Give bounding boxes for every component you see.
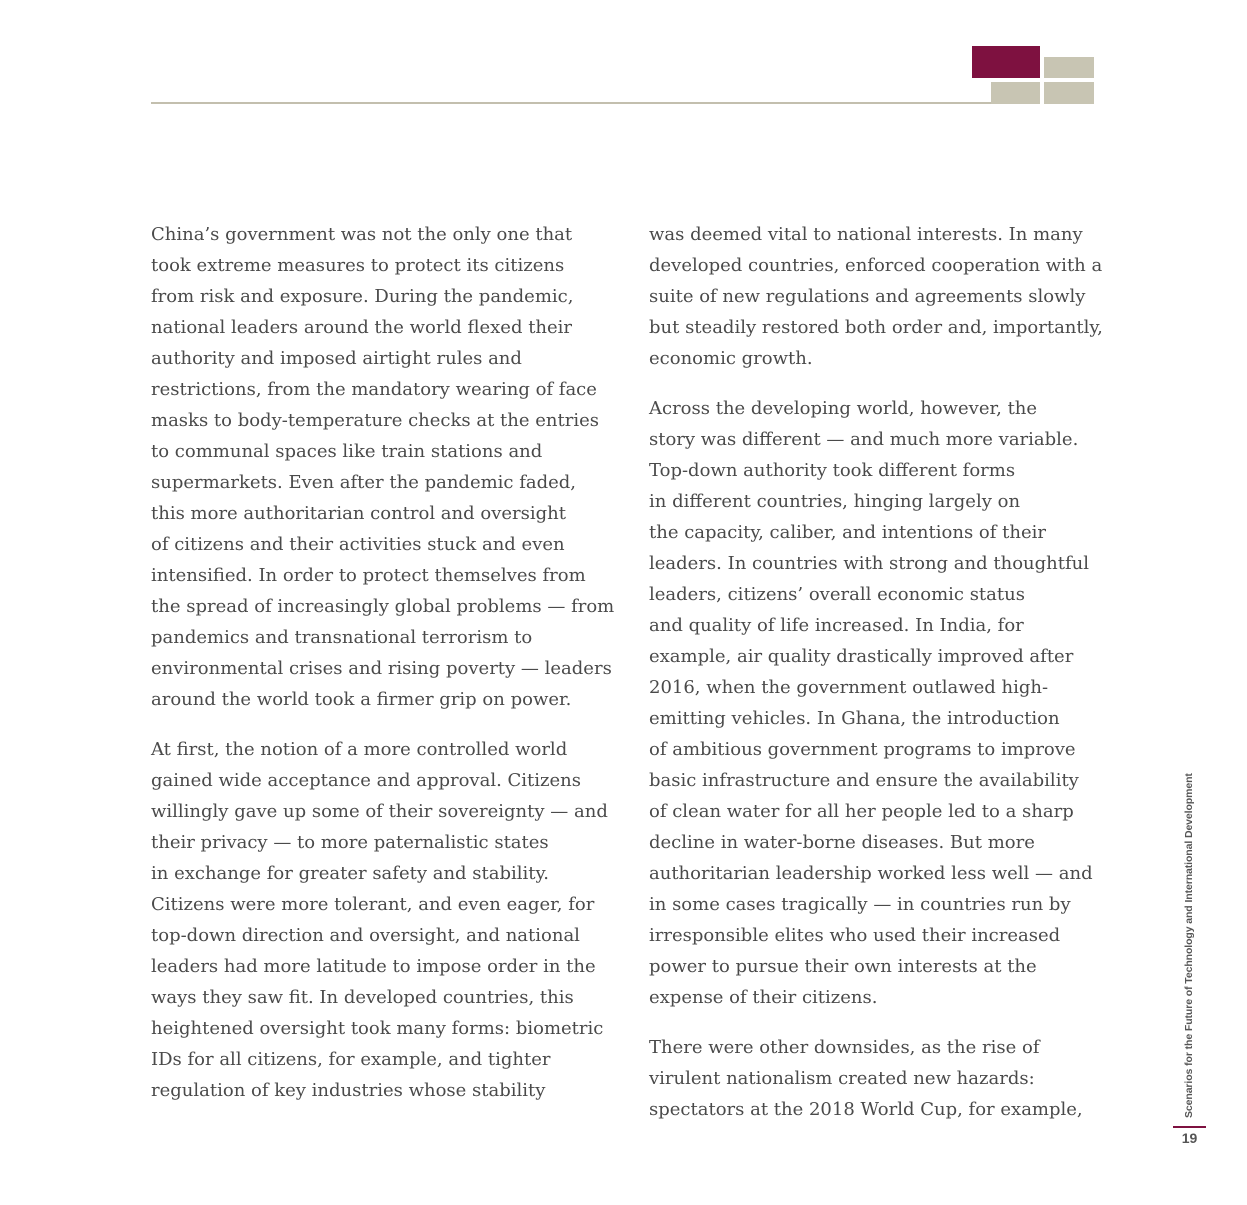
text-line: expense of their citizens.	[649, 987, 878, 1008]
text-line: was deemed vital to national interests. In many	[649, 224, 1083, 245]
text-line: At first, the notion of a more controlled world	[151, 739, 568, 760]
text-line: 2016, when the government outlawed high-	[649, 677, 1049, 698]
text-line: leaders had more latitude to impose order in the	[151, 956, 596, 977]
text-line: irresponsible elites who used their increased	[649, 925, 1061, 946]
text-line: authority and imposed airtight rules and	[151, 348, 522, 369]
text-line: around the world took a firmer grip on power.	[151, 689, 572, 710]
page-number: 19	[1181, 1130, 1198, 1146]
text-line: power to pursue their own interests at the	[649, 956, 1037, 977]
text-line: IDs for all citizens, for example, and tighter	[151, 1049, 551, 1070]
text-line: pandemics and transnational terrorism to	[151, 627, 533, 648]
text-line: national leaders around the world flexed their	[151, 317, 573, 338]
text-line: in exchange for greater safety and stability.	[151, 863, 550, 884]
paragraph	[649, 1032, 1109, 1125]
header-block-tan	[1044, 57, 1094, 78]
text-line: this more authoritarian control and oversight	[151, 503, 566, 524]
text-line: ways they saw fit. In developed countries, this	[151, 987, 574, 1008]
text-line: emitting vehicles. In Ghana, the introduction	[649, 708, 1060, 729]
text-line: basic infrastructure and ensure the availability	[649, 770, 1079, 791]
text-line: regulation of key industries whose stability	[151, 1080, 546, 1101]
text-line: economic growth.	[649, 348, 813, 369]
header-block-tan	[991, 82, 1040, 104]
text-line: top-down direction and oversight, and national	[151, 925, 580, 946]
text-line: to communal spaces like train stations and	[151, 441, 543, 462]
header-block-tan	[1044, 82, 1094, 104]
text-line: spectators at the 2018 World Cup, for example,	[649, 1099, 1083, 1120]
text-line: story was different — and much more variable.	[649, 429, 1079, 450]
text-line: masks to body-temperature checks at the entries	[151, 410, 599, 431]
header-block-maroon	[972, 46, 1040, 78]
left-text-column	[151, 219, 615, 1125]
text-line: There were other downsides, as the rise of	[649, 1037, 1040, 1058]
text-line: decline in water-borne diseases. But more	[649, 832, 1035, 853]
text-line: supermarkets. Even after the pandemic faded,	[151, 472, 577, 493]
text-line: Across the developing world, however, the	[649, 398, 1038, 419]
text-line: but steadily restored both order and, importantly,	[649, 317, 1103, 338]
text-line: restrictions, from the mandatory wearing of face	[151, 379, 597, 400]
text-line: and quality of life increased. In India, for	[649, 615, 1024, 636]
text-line: the spread of increasingly global problems — from	[151, 596, 615, 617]
text-line: intensified. In order to protect themselves from	[151, 565, 586, 586]
text-line: from risk and exposure. During the pandemic,	[151, 286, 574, 307]
text-line: developed countries, enforced cooperation with a	[649, 255, 1103, 276]
right-text-column	[649, 219, 1109, 1144]
text-line: the capacity, caliber, and intentions of their	[649, 522, 1046, 543]
text-line: heightened oversight took many forms: biometric	[151, 1018, 604, 1039]
text-line: environmental crises and rising poverty — leaders	[151, 658, 612, 679]
paragraph	[649, 219, 1109, 374]
text-line: China’s government was not the only one that	[151, 224, 573, 245]
text-line: in different countries, hinging largely on	[649, 491, 1021, 512]
running-title: Scenarios for the Future of Technology and International Development	[1183, 773, 1195, 1118]
header-rule	[151, 102, 991, 104]
page-number-rule	[1173, 1126, 1206, 1128]
text-line: willingly gave up some of their sovereignty — and	[151, 801, 608, 822]
text-line: of clean water for all her people led to a sharp	[649, 801, 1074, 822]
text-line: suite of new regulations and agreements slowly	[649, 286, 1086, 307]
text-line: authoritarian leadership worked less well — and	[649, 863, 1093, 884]
text-line: took extreme measures to protect its citizens	[151, 255, 565, 276]
text-line: in some cases tragically — in countries run by	[649, 894, 1071, 915]
paragraph	[649, 393, 1109, 1013]
text-line: gained wide acceptance and approval. Citizens	[151, 770, 582, 791]
text-line: of citizens and their activities stuck and even	[151, 534, 565, 555]
text-line: example, air quality drastically improved after	[649, 646, 1074, 667]
text-line: their privacy — to more paternalistic states	[151, 832, 549, 853]
text-line: of ambitious government programs to improve	[649, 739, 1076, 760]
text-line: leaders, citizens’ overall economic status	[649, 584, 1025, 605]
text-line: virulent nationalism created new hazards:	[649, 1068, 1035, 1089]
paragraph	[151, 219, 615, 715]
text-line: Citizens were more tolerant, and even eager, for	[151, 894, 595, 915]
text-line: leaders. In countries with strong and thoughtful	[649, 553, 1089, 574]
paragraph	[151, 734, 611, 1106]
text-line: Top-down authority took different forms	[649, 460, 1016, 481]
